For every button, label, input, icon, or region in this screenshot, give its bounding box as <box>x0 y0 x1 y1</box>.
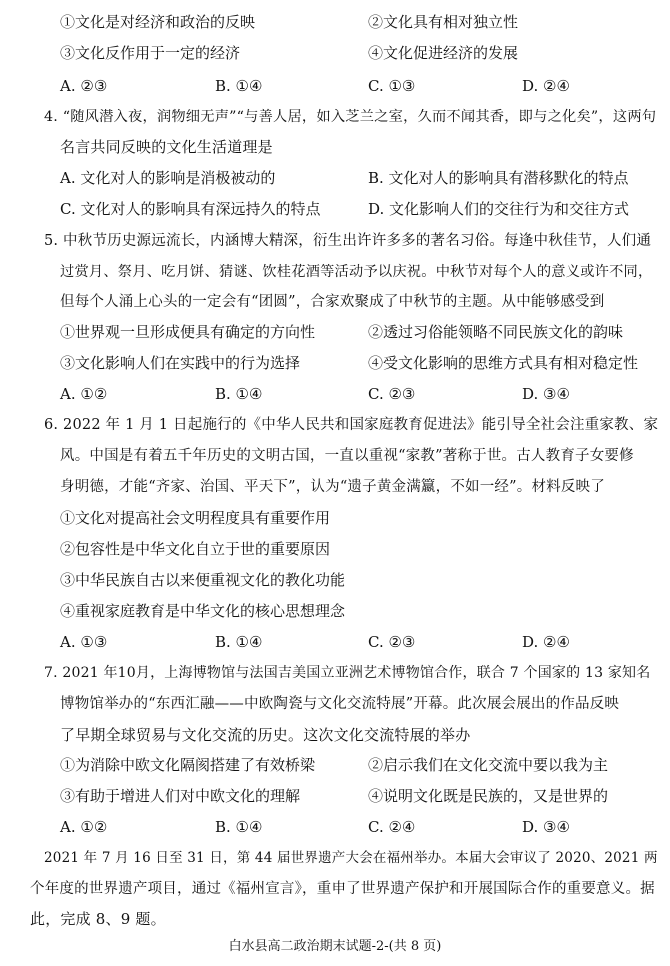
q6-option-c: C. ②③ <box>368 633 416 651</box>
q4-option-b: B. 文化对人的影响具有潜移默化的特点 <box>368 169 629 187</box>
q5-statement-4: ④受文化影响的思维方式具有相对稳定性 <box>368 354 639 372</box>
q5-option-d: D. ③④ <box>522 385 570 403</box>
q6-option-a: A. ①③ <box>60 633 108 651</box>
q4-option-c: C. 文化对人的影响具有深远持久的特点 <box>60 200 321 218</box>
q7-statement-3: ③有助于增进人们对中欧文化的理解 <box>60 787 301 805</box>
q3-statement-3: ③文化反作用于一定的经济 <box>60 44 241 62</box>
q7-stem-line-1: 7. 2021 年10月，上海博物馆与法国吉美国立亚洲艺术博物馆合作，联合 7 个国家的 13 家知名 <box>44 665 651 681</box>
q7-stem-line-3: 了早期全球贸易与文化交流的历史。这次文化交流特展的举办 <box>60 726 471 744</box>
q6-statement-4: ④重视家庭教育是中华文化的核心思想理念 <box>60 602 346 620</box>
q5-stem-line-1: 5. 中秋节历史源远流长，内涵博大精深，衍生出许许多多的著名习俗。每逢中秋佳节，人们通 <box>44 233 652 249</box>
q3-option-c: C. ①③ <box>368 77 416 95</box>
q4-option-a: A. 文化对人的影响是消极被动的 <box>60 169 276 187</box>
q5-stem-line-3: 但每个人涌上心头的一定会有“团圆”，合家欢聚成了中秋节的主题。从中能够感受到 <box>60 294 605 310</box>
q5-statement-3: ③文化影响人们在实践中的行为选择 <box>60 354 301 372</box>
q6-stem-line-1: 6. 2022 年 1 月 1 日起施行的《中华人民共和国家庭教育促进法》能引导全社会注重家教、家 <box>44 417 659 433</box>
q4-stem-line-1: 4. “随风潜入夜，润物细无声”“与善人居，如入芝兰之室，久而不闻其香，即与之化矣”，这两句 <box>44 109 657 125</box>
q3-statement-4: ④文化促进经济的发展 <box>368 44 519 62</box>
q5-stem-line-2: 过赏月、祭月、吃月饼、猜谜、饮桂花酒等活动予以庆祝。中秋节对每个人的意义或许不同， <box>60 264 653 280</box>
q7-stem-line-2: 博物馆举办的“东西汇融——中欧陶瓷与文化交流特展”开幕。此次展会展出的作品反映 <box>60 696 620 712</box>
q7-statement-2: ②启示我们在文化交流中要以我为主 <box>368 756 609 774</box>
material-line-2: 个年度的世界遗产项目，通过《福州宣言》，重申了世界遗产保护和开展国际合作的重要意义。据 <box>30 881 655 897</box>
q7-option-c: C. ②④ <box>368 818 416 836</box>
material-line-1: 2021 年 7 月 16 日至 31 日，第 44 届世界遗产大会在福州举办。本届大会审议了 2020、2021 两 <box>44 850 658 866</box>
q5-statement-2: ②透过习俗能领略不同民族文化的韵味 <box>368 323 624 341</box>
q7-option-d: D. ③④ <box>522 818 570 836</box>
q3-option-d: D. ②④ <box>522 77 570 95</box>
page-footer: 白水县高二政治期末试题-2-(共 8 页) <box>228 939 442 954</box>
q6-stem-line-2: 风。中国是有着五千年历史的文明古国，一直以重视“家教”著称于世。古人教育子女要修 <box>60 448 634 464</box>
q7-option-b: B. ①④ <box>215 818 263 836</box>
q4-stem-line-2: 名言共同反映的文化生活道理是 <box>60 138 273 156</box>
q7-option-a: A. ①② <box>60 818 108 836</box>
q5-statement-1: ①世界观一旦形成便具有确定的方向性 <box>60 323 316 341</box>
q6-option-d: D. ②④ <box>522 633 570 651</box>
q6-statement-1: ①文化对提高社会文明程度具有重要作用 <box>60 509 331 527</box>
q3-option-b: B. ①④ <box>215 77 263 95</box>
q5-option-a: A. ①② <box>60 385 108 403</box>
material-line-3: 此，完成 8、9 题。 <box>30 910 166 928</box>
q5-option-c: C. ②③ <box>368 385 416 403</box>
q3-statement-2: ②文化具有相对独立性 <box>368 13 519 31</box>
q7-statement-4: ④说明文化既是民族的，又是世界的 <box>368 787 609 805</box>
q6-option-b: B. ①④ <box>215 633 263 651</box>
q5-option-b: B. ①④ <box>215 385 263 403</box>
q3-statement-1: ①文化是对经济和政治的反映 <box>60 13 256 31</box>
q6-statement-3: ③中华民族自古以来便重视文化的教化功能 <box>60 571 346 589</box>
q6-stem-line-3: 身明德，才能“齐家、治国、平天下”，认为“遗子黄金满籝，不如一经”。材料反映了 <box>60 479 605 495</box>
q3-option-a: A. ②③ <box>60 77 108 95</box>
q6-statement-2: ②包容性是中华文化自立于世的重要原因 <box>60 540 331 558</box>
q4-option-d: D. 文化影响人们的交往行为和交往方式 <box>368 200 630 218</box>
q7-statement-1: ①为消除中欧文化隔阂搭建了有效桥梁 <box>60 756 316 774</box>
